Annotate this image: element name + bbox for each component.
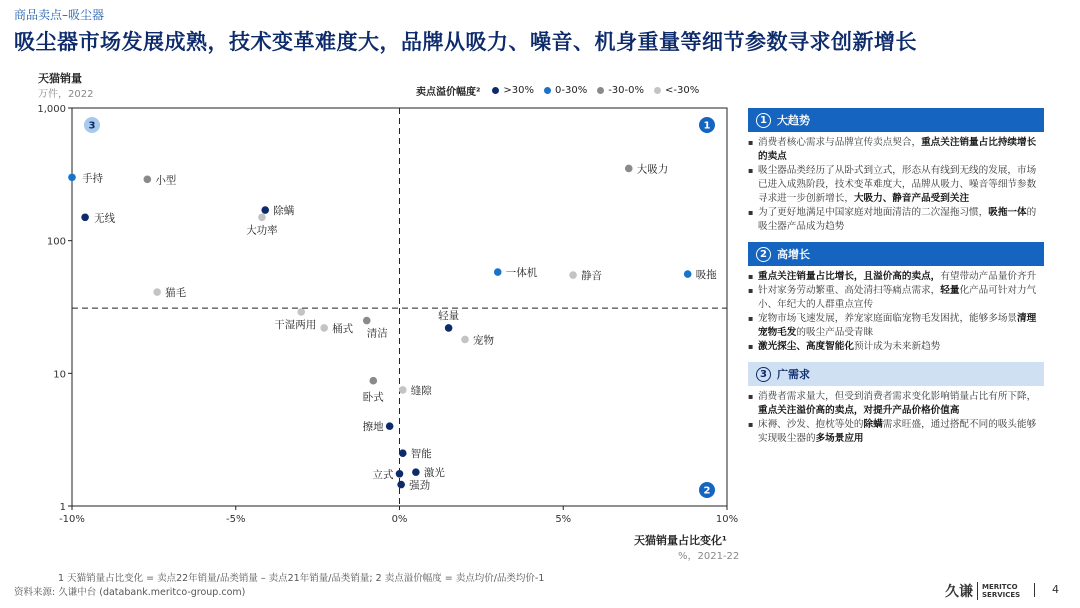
data-point — [320, 324, 328, 332]
data-label: 桶式 — [332, 322, 354, 335]
logo-text: MERITCO SERVICES — [982, 583, 1021, 599]
x-tick-label: 0% — [391, 514, 408, 525]
section-title: 广需求 — [777, 368, 810, 381]
data-label: 小型 — [155, 174, 177, 187]
legend-label: <-30% — [665, 85, 700, 96]
y-tick-label: 10 — [53, 369, 66, 381]
data-label: 擦地 — [362, 421, 384, 434]
section-header — [748, 362, 1044, 386]
company-logo — [945, 581, 1020, 601]
y-axis-subtitle: 万件，2022 — [38, 89, 94, 100]
data-label: 强劲 — [409, 479, 431, 492]
data-label: 清洁 — [366, 327, 388, 340]
x-tick-label: 5% — [555, 514, 572, 525]
data-label: 轻量 — [438, 309, 460, 322]
logo-divider — [977, 582, 978, 600]
footnote: 1 天猫销量占比变化 = 卖点22年销量/品类销量 – 卖点21年销量/品类销量; 2 卖点溢价幅度 = 卖点均价/品类均价-1 — [58, 573, 545, 584]
section-number: 3 — [756, 367, 771, 382]
data-point — [363, 317, 371, 325]
x-axis-title: 天猫销量占比变化¹ — [634, 534, 727, 547]
bullet-item: ▪ 吸尘器品类经历了从卧式到立式，形态从有线到无线的发展，市场已进入成熟阶段，技术变革难度大，品牌从吸力、噪音等细节参数寻求进一步创新增长，大吸力、静音产品受到关注 — [748, 164, 1044, 206]
data-label: 卧式 — [362, 391, 384, 404]
section-header — [748, 242, 1044, 266]
data-label: 立式 — [372, 468, 394, 481]
quadrant-marker-label: 2 — [703, 485, 711, 497]
data-point — [399, 386, 407, 394]
data-point — [399, 449, 407, 457]
data-label: 大功率 — [246, 224, 278, 237]
insight-section-3 — [748, 362, 1044, 446]
bullet-item: ▪ 重点关注销量占比增长，且溢价高的卖点，有望带动产品量价齐升 — [748, 270, 1044, 284]
legend-label: 0-30% — [555, 85, 588, 96]
logo-mark: 久谦 — [945, 584, 973, 600]
data-point — [445, 324, 453, 332]
insight-panel — [748, 108, 1044, 454]
x-axis-subtitle: %，2021-22 — [678, 551, 740, 562]
data-label: 缝隙 — [410, 384, 432, 397]
legend-label: -30-0% — [608, 85, 645, 96]
y-axis-title: 天猫销量 — [38, 72, 82, 85]
data-label: 静音 — [581, 270, 603, 283]
breadcrumb: 商品卖点–吸尘器 — [14, 8, 105, 22]
data-point — [81, 214, 89, 222]
data-label: 大吸力 — [636, 163, 669, 176]
page-title: 吸尘器市场发展成熟，技术变革难度大，品牌从吸力、噪音、机身重量等细节参数寻求创新增长 — [14, 30, 917, 54]
quadrant-marker-label: 3 — [88, 120, 96, 132]
data-point — [68, 174, 76, 182]
data-label: 猫毛 — [165, 287, 187, 300]
bullet-list — [748, 390, 1044, 446]
y-tick-label: 100 — [46, 236, 66, 248]
data-point — [144, 176, 152, 184]
data-point — [684, 270, 692, 278]
data-point — [258, 214, 266, 222]
section-title: 高增长 — [777, 248, 810, 261]
section-number: 2 — [756, 247, 771, 262]
data-point — [412, 468, 420, 476]
bullet-item: ▪ 为了更好地满足中国家庭对地面清洁的二次湿拖习惯，吸拖一体的吸尘器产品成为趋势 — [748, 206, 1044, 234]
data-label: 除螨 — [273, 205, 295, 218]
data-point — [494, 268, 502, 276]
bullet-list — [748, 136, 1044, 234]
data-point — [396, 470, 404, 478]
data-label: 智能 — [410, 448, 432, 461]
data-point — [297, 308, 305, 316]
bullet-item: ▪ 消费者需求量大，但受到消费者需求变化影响销量占比有所下降，重点关注溢价高的卖点，对提升产品价格价值高 — [748, 390, 1044, 418]
data-point — [397, 481, 405, 489]
data-label: 手持 — [82, 172, 103, 185]
quadrant-marker-label: 1 — [703, 120, 711, 132]
y-tick-label: 1,000 — [37, 104, 66, 115]
legend-label: >30% — [503, 85, 534, 96]
data-point — [153, 288, 161, 296]
section-header — [748, 108, 1044, 132]
section-number: 1 — [756, 113, 771, 128]
legend-title: 卖点溢价幅度² — [416, 87, 481, 98]
page-divider — [1034, 583, 1035, 597]
bullet-item: ▪ 针对家务劳动繁重、高处清扫等痛点需求，轻量化产品可针对力气小、年纪大的人群重点宣传 — [748, 284, 1044, 312]
section-title: 大趋势 — [777, 114, 810, 127]
source-note: 资料来源: 久谦中台 (databank.meritco-group.com) — [14, 587, 246, 598]
data-label: 吸拖 — [695, 269, 717, 282]
bullet-item: ▪ 宠物市场飞速发展，养宠家庭面临宠物毛发困扰，能够多场景清理宠物毛发的吸尘产品受青睐 — [748, 312, 1044, 340]
data-point — [261, 206, 269, 214]
x-tick-label: -5% — [226, 514, 246, 525]
bullet-item: ▪ 床褥、沙发、抱枕等处的除螨需求旺盛，通过搭配不同的吸头能够实现吸尘器的多场景应用 — [748, 418, 1044, 446]
data-label: 宠物 — [473, 334, 494, 347]
insight-section-2 — [748, 242, 1044, 354]
data-point — [625, 165, 633, 173]
data-point — [569, 271, 577, 279]
data-label: 一体机 — [505, 267, 538, 280]
data-label: 激光 — [423, 467, 445, 480]
page-number: 4 — [1052, 583, 1059, 596]
data-point — [386, 422, 394, 430]
bullet-item: ▪ 激光探尘、高度智能化预计成为未来新趋势 — [748, 340, 1044, 354]
bullet-item: ▪ 消费者核心需求与品牌宣传卖点契合，重点关注销量占比持续增长的卖点 — [748, 136, 1044, 164]
x-tick-label: 10% — [715, 514, 739, 525]
data-point — [370, 377, 378, 385]
bullet-list — [748, 270, 1044, 354]
data-point — [461, 336, 469, 344]
insight-section-1 — [748, 108, 1044, 234]
data-label: 无线 — [94, 212, 116, 225]
x-tick-label: -10% — [59, 514, 85, 525]
data-label: 干湿两用 — [274, 318, 317, 331]
y-tick-label: 1 — [59, 502, 66, 513]
